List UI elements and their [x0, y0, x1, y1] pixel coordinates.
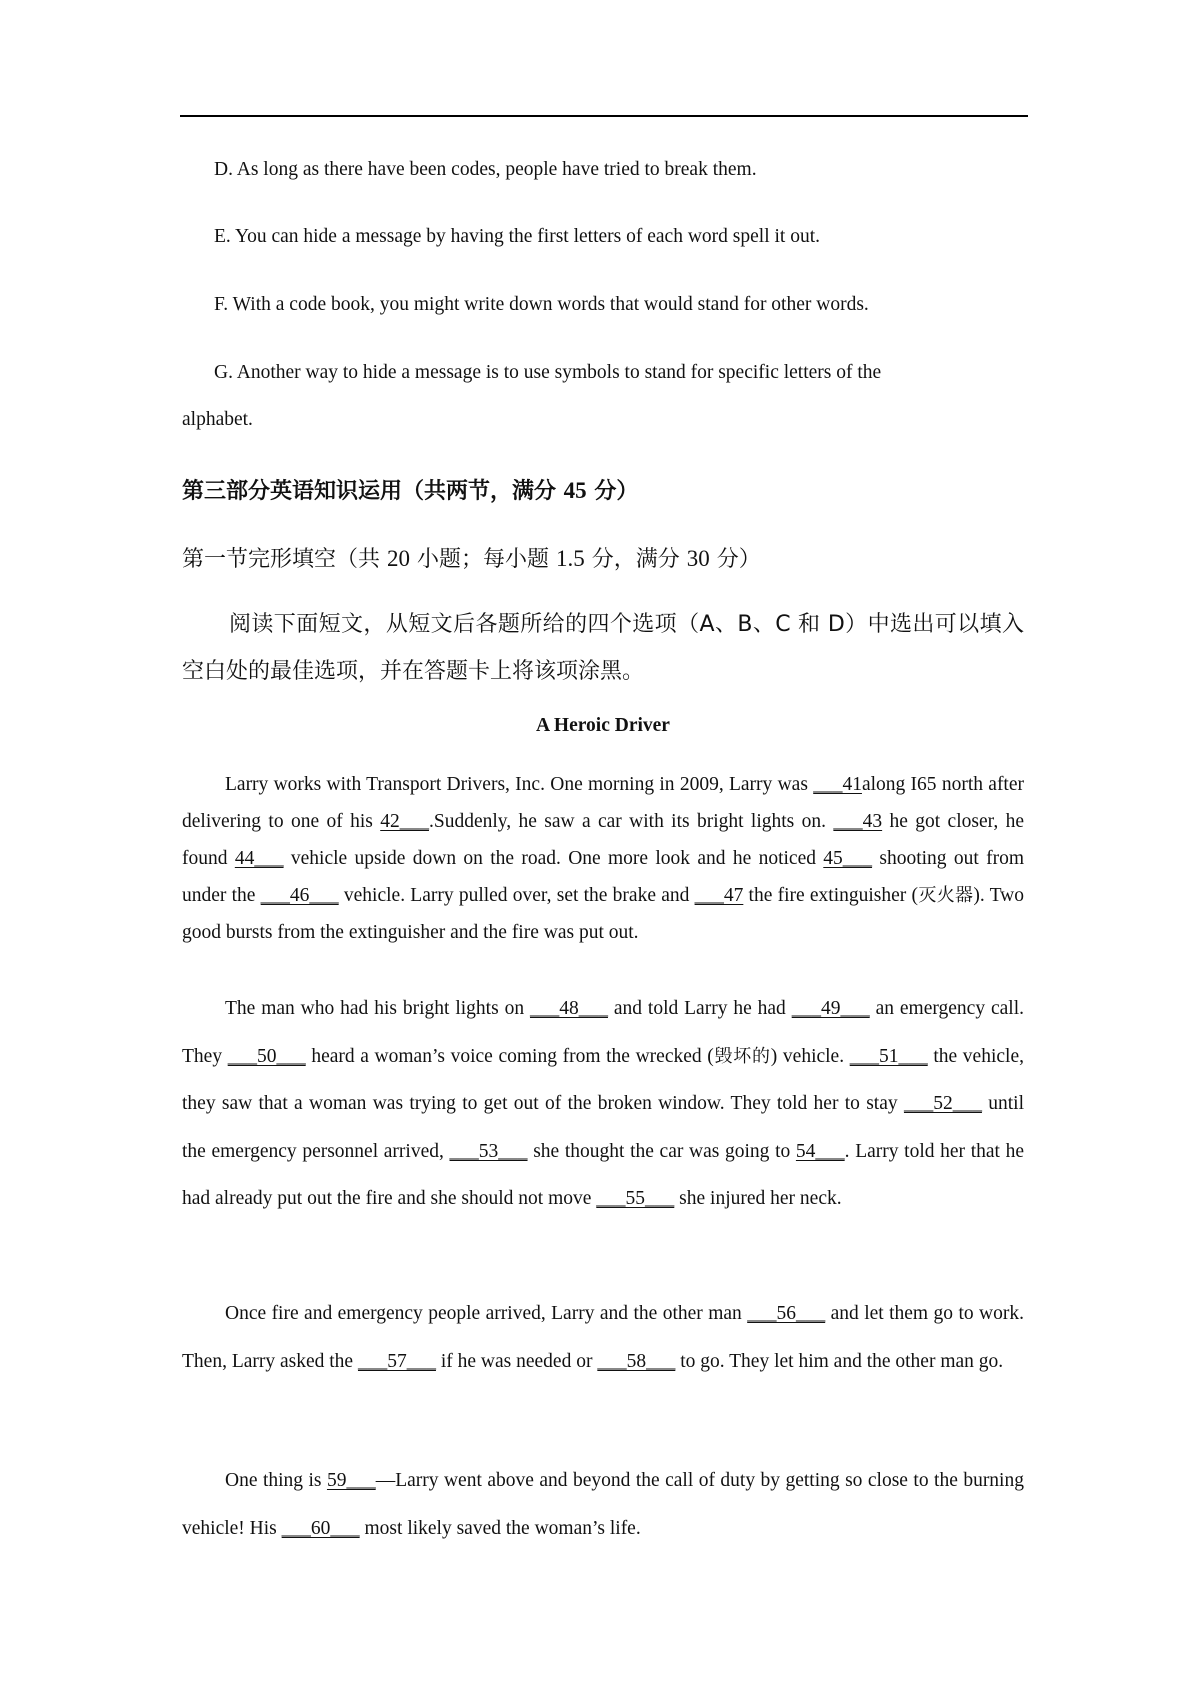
option-e: E. You can hide a message by having the first letters of each word spell it out. — [214, 226, 820, 247]
blank-53: ___53___ — [449, 1140, 528, 1162]
blank-57: ___57___ — [357, 1350, 436, 1372]
blank-41: ___41 — [813, 774, 862, 795]
blank-55: ___55___ — [596, 1188, 675, 1209]
blank-49: ___49___ — [791, 998, 870, 1019]
blank-45: 45___ — [823, 848, 873, 869]
instructions: 阅读下面短文，从短文后各题所给的四个选项（A、B、C 和 D）中选出可以填入空白处的最佳选项，并在答题卡上将该项涂黑。 — [182, 612, 1024, 684]
option-g-continued: alphabet. — [182, 409, 253, 430]
header-rule — [180, 115, 1028, 117]
blank-52: ___52___ — [903, 1093, 982, 1114]
blank-43: ___43 — [833, 811, 883, 832]
blank-44: 44___ — [234, 848, 284, 869]
paragraph-3: Once fire and emergency people arrived, Larry and the other man ___56___ and let them go to work. Then, Larry asked the ___57___ if he was needed or ___58___ to go. They let him and the other man go. — [182, 1303, 1024, 1372]
paragraph-4: One thing is 59___—Larry went above and beyond the call of duty by getting so close to the burning vehicle! His ___60___ most likely saved the woman’s life. — [182, 1470, 1024, 1539]
blank-47: ___47 — [694, 885, 744, 906]
blank-60: ___60___ — [281, 1517, 360, 1539]
blank-50: ___50___ — [227, 1045, 306, 1067]
blank-46: ___46___ — [260, 885, 339, 906]
paragraph-2: The man who had his bright lights on ___48___ and told Larry he had ___49___ an emergency call. They ___50___ heard a woman’s voice coming from the wrecked (毁坏的) vehicle. ___51___ the vehicle, they saw that a woman was trying to get out of the broken window. They told her to stay ___52___ until the emergency personnel arrived, ___53___ she thought the car was going to 54___. Larry told her that he had already put out the fire and she should not move ___55___ she injured her neck. — [182, 998, 1024, 1209]
blank-48: ___48___ — [529, 998, 608, 1019]
option-g: G. Another way to hide a message is to use symbols to stand for specific letters of the — [214, 362, 882, 383]
blank-59: 59___ — [326, 1470, 376, 1491]
blank-56: ___56___ — [747, 1303, 826, 1324]
blank-58: ___58___ — [597, 1350, 676, 1372]
section1-heading: 第一节完形填空（共 20 小题；每小题 1.5 分，满分 30 分） — [182, 546, 761, 572]
option-d: D. As long as there have been codes, people have tried to break them. — [214, 159, 757, 180]
blank-54: 54___ — [795, 1140, 845, 1162]
option-f: F. With a code book, you might write down words that would stand for other words. — [214, 294, 869, 315]
blank-51: ___51___ — [849, 1045, 928, 1067]
paragraph-1: Larry works with Transport Drivers, Inc. One morning in 2009, Larry was ___41along I65 north after delivering to one of his 42___.Suddenly, he saw a car with its bright lights on. ___43 he got closer, he found 44___ vehicle upside down on the road. One more look and he noticed 45___ shooting out from under the ___46___ vehicle. Larry pulled over, set the brake and ___47 the fire extinguisher (灭火器). Two good bursts from the extinguisher and the fire was put out. — [182, 774, 1025, 943]
blank-42: 42___ — [380, 811, 429, 832]
passage-title: A Heroic Driver — [536, 715, 670, 736]
part3-heading: 第三部分英语知识运用（共两节，满分 45 分） — [182, 478, 639, 504]
